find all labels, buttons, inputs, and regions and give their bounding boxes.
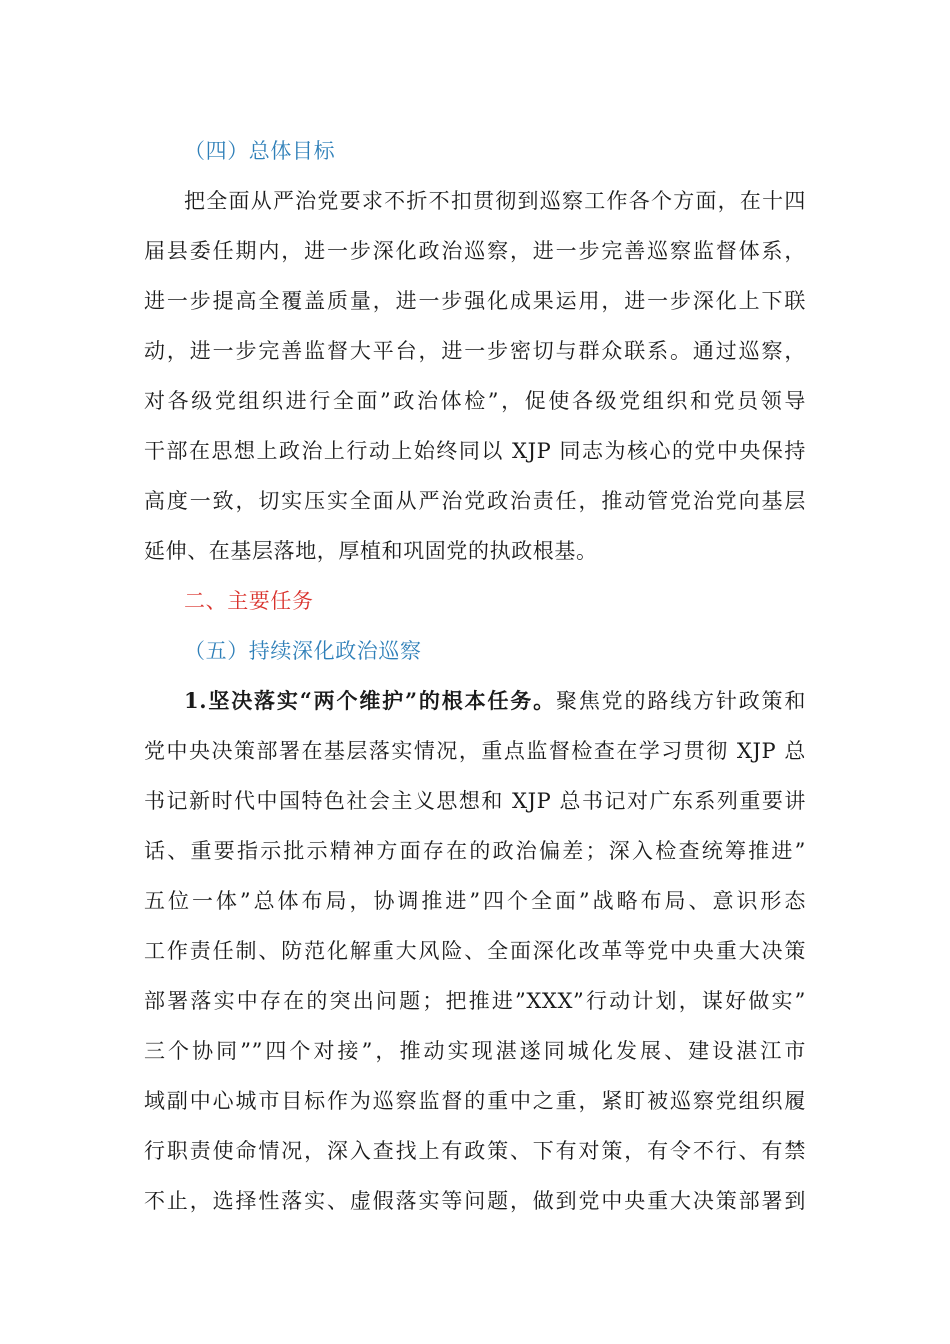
section-5-heading: （五）持续深化政治巡察 (184, 639, 422, 663)
section-4-paragraph (144, 176, 806, 576)
paragraph-line: 行职责使命情况，深入查找上有政策、下有对策，有令不行、有禁 (144, 1139, 806, 1163)
item-1-paragraph (144, 676, 806, 1226)
paragraph-line: 话、重要指示批示精神方面存在的政治偏差；深入检查统筹推进” (144, 839, 806, 863)
paragraph-line: 域副中心城市目标作为巡察监督的重中之重，紧盯被巡察党组织履 (144, 1089, 806, 1113)
item-1-lead: 1.坚决落实“两个维护”的根本任务。 (184, 688, 556, 713)
paragraph-line: 对各级党组织进行全面”政治体检”，促使各级党组织和党员领导 (144, 389, 806, 413)
part-2-heading: 二、主要任务 (184, 589, 314, 613)
paragraph-line: 动，进一步完善监督大平台，进一步密切与群众联系。通过巡察， (144, 339, 806, 363)
paragraph-line: 高度一致，切实压实全面从严治党政治责任，推动管党治党向基层 (144, 489, 806, 513)
paragraph-line: 三个协同””四个对接”，推动实现湛遂同城化发展、建设湛江市 (144, 1039, 806, 1063)
paragraph-line: 届县委任期内，进一步深化政治巡察，进一步完善巡察监督体系， (144, 239, 806, 263)
paragraph-line: 五位一体”总体布局，协调推进”四个全面”战略布局、意识形态 (144, 889, 806, 913)
document-body (144, 126, 806, 1226)
paragraph-line: 书记新时代中国特色社会主义思想和 XJP 总书记对广东系列重要讲 (144, 789, 806, 813)
paragraph-line: 延伸、在基层落地，厚植和巩固党的执政根基。 (144, 539, 598, 563)
section-4-heading: （四）总体目标 (184, 139, 336, 163)
item-1-lead-rest: 聚焦党的路线方针政策和 (555, 689, 806, 713)
paragraph-line: 部署落实中存在的突出问题；把推进”XXX”行动计划，谋好做实” (144, 989, 806, 1013)
paragraph-line: 不止，选择性落实、虚假落实等问题，做到党中央重大决策部署到 (144, 1189, 806, 1213)
paragraph-line (144, 676, 806, 726)
paragraph-line: 干部在思想上政治上行动上始终同以 XJP 同志为核心的党中央保持 (144, 439, 806, 463)
paragraph-line: 进一步提高全覆盖质量，进一步强化成果运用，进一步深化上下联 (144, 289, 806, 313)
paragraph-line: 党中央决策部署在基层落实情况，重点监督检查在学习贯彻 XJP 总 (144, 739, 806, 763)
paragraph-line: 工作责任制、防范化解重大风险、全面深化改革等党中央重大决策 (144, 939, 806, 963)
paragraph-line: 把全面从严治党要求不折不扣贯彻到巡察工作各个方面，在十四 (184, 189, 806, 213)
